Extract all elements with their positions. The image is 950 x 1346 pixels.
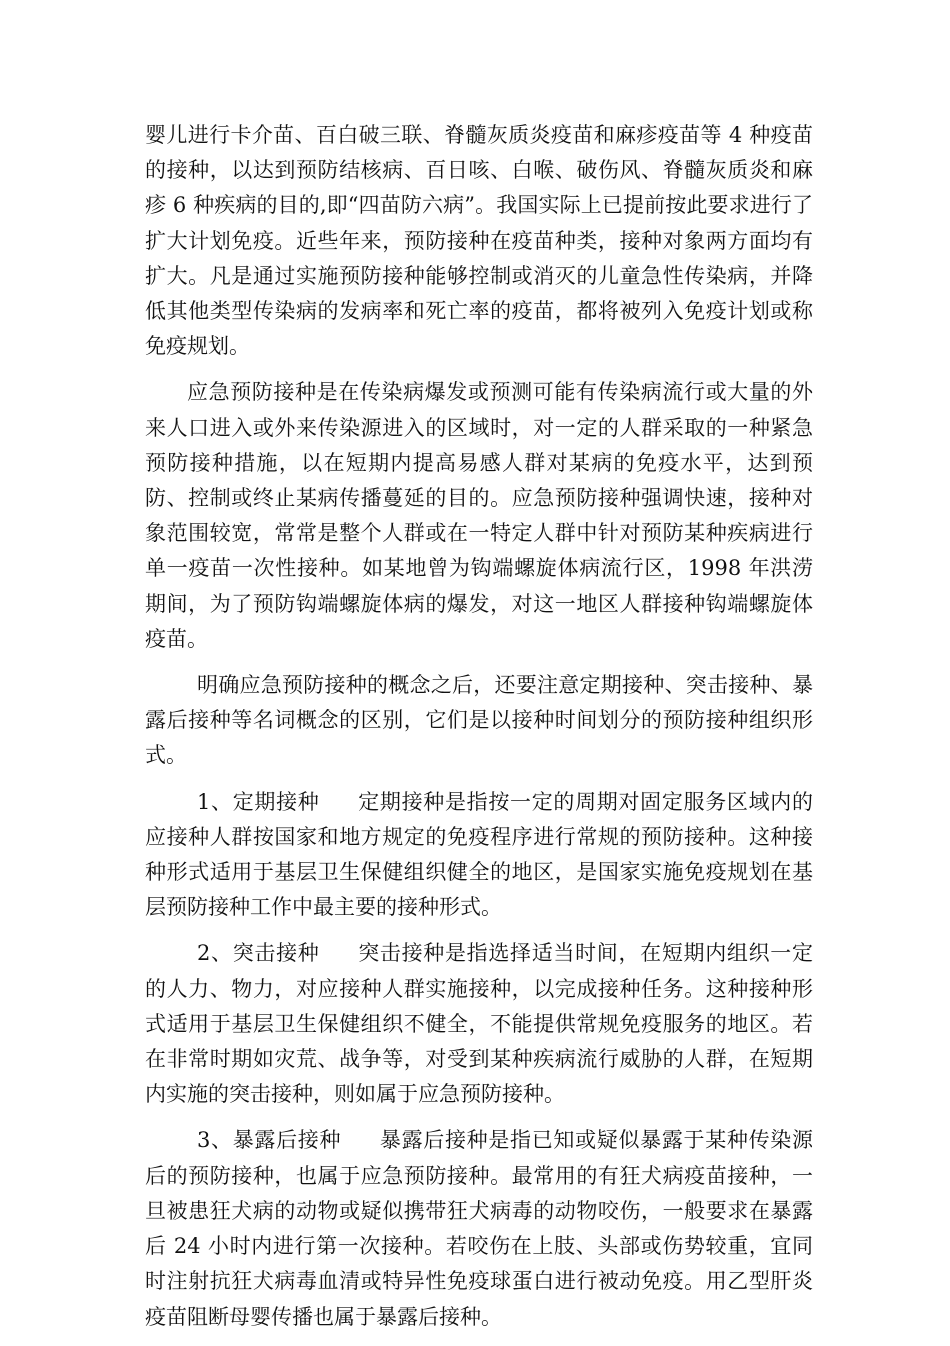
paragraph-immunization-program	[145, 118, 813, 364]
paragraph-emergency-vaccination	[145, 375, 813, 657]
paragraph-surge-vaccination	[145, 936, 813, 1112]
paragraph-periodic-vaccination	[145, 785, 813, 926]
section-heading: 1、定期接种	[197, 789, 320, 814]
section-heading: 2、突击接种	[197, 941, 320, 966]
paragraph-concept-distinction	[145, 668, 813, 774]
paragraph-text: 突击接种是指选择适当时间，在短期内组织一定的人力、物力，对应接种人群实施接种，以完成接种任务。这种接种形式适用于基层卫生保健组织不健全，不能提供常规免疫服务的地区。若在非常时期如灾荒、战争等，对受到某种疾病流行威胁的人群，在短期内实施的突击接种，则如属于应急预防接种。	[145, 941, 813, 1107]
paragraph-text: 婴儿进行卡介苗、百白破三联、脊髓灰质炎疫苗和麻疹疫苗等 4 种疫苗的接种，以达到预防结核病、百日咳、白喉、破伤风、脊髓灰质炎和麻疹 6 种疾病的目的,即“四苗防六病”。我国实际上已提前按此要求进行了扩大计划免疫。近些年来，预防接种在疫苗种类，接种对象两方面均有扩大。凡是通过实施预防接种能够控制或消灭的儿童急性传染病，并降低其他类型传染病的发病率和死亡率的疫苗，都将被列入免疫计划或称免疫规划。	[145, 123, 813, 359]
section-heading: 3、暴露后接种	[197, 1128, 342, 1153]
paragraph-text: 暴露后接种是指已知或疑似暴露于某种传染源后的预防接种，也属于应急预防接种。最常用的有狂犬病疫苗接种，一旦被患狂犬病的动物或疑似携带狂犬病毒的动物咬伤，一般要求在暴露后 24 小时内进行第一次接种。若咬伤在上肢、头部或伤势较重，宜同时注射抗狂犬病毒血清或特异性免疫球蛋白进行被动免疫。用乙型肝炎疫苗阻断母婴传播也属于暴露后接种。	[145, 1128, 813, 1329]
paragraph-text: 明确应急预防接种的概念之后，还要注意定期接种、突击接种、暴露后接种等名词概念的区别，它们是以接种时间划分的预防接种组织形式。	[145, 673, 813, 768]
paragraph-post-exposure-vaccination	[145, 1123, 813, 1334]
paragraph-text: 定期接种是指按一定的周期对固定服务区域内的应接种人群按国家和地方规定的免疫程序进行常规的预防接种。这种接种形式适用于基层卫生保健组织健全的地区，是国家实施免疫规划在基层预防接种工作中最主要的接种形式。	[145, 789, 813, 920]
paragraph-text: 应急预防接种是在传染病爆发或预测可能有传染病流行或大量的外来人口进入或外来传染源进入的区域时，对一定的人群采取的一种紧急预防接种措施，以在短期内提高易感人群对某病的免疫水平，达到预防、控制或终止某病传播蔓延的目的。应急预防接种强调快速，接种对象范围较宽，常常是整个人群或在一特定人群中针对预防某种疾病进行单一疫苗一次性接种。如某地曾为钩端螺旋体病流行区，1998 年洪涝期间，为了预防钩端螺旋体病的爆发，对这一地区人群接种钩端螺旋体疫苗。	[145, 380, 813, 651]
document-body	[145, 118, 813, 1346]
